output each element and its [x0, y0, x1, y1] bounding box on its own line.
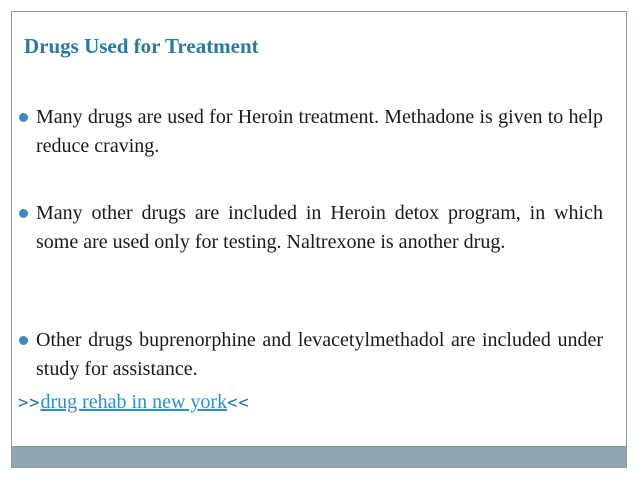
link-line — [18, 388, 250, 418]
link-prefix: >> — [18, 393, 41, 413]
link-suffix: << — [227, 393, 250, 413]
bullet-text: Other drugs buprenorphine and levacetylmethadol are included under study for assistance. — [36, 329, 603, 380]
bullet-item — [19, 199, 603, 257]
drug-rehab-link[interactable]: drug rehab in new york — [40, 391, 228, 413]
bullet-item — [19, 326, 603, 384]
slide-title: Drugs Used for Treatment — [24, 34, 259, 58]
bullet-dot-icon — [19, 209, 28, 218]
bullet-dot-icon — [19, 336, 28, 345]
footer-band — [12, 446, 626, 468]
bullet-dot-icon — [19, 113, 28, 122]
bullet-item — [19, 103, 603, 161]
bullet-text: Many drugs are used for Heroin treatment. Methadone is given to help reduce craving. — [36, 106, 603, 157]
bullet-text: Many other drugs are included in Heroin detox program, in which some are used only for testing. Naltrexone is another drug. — [36, 202, 603, 253]
